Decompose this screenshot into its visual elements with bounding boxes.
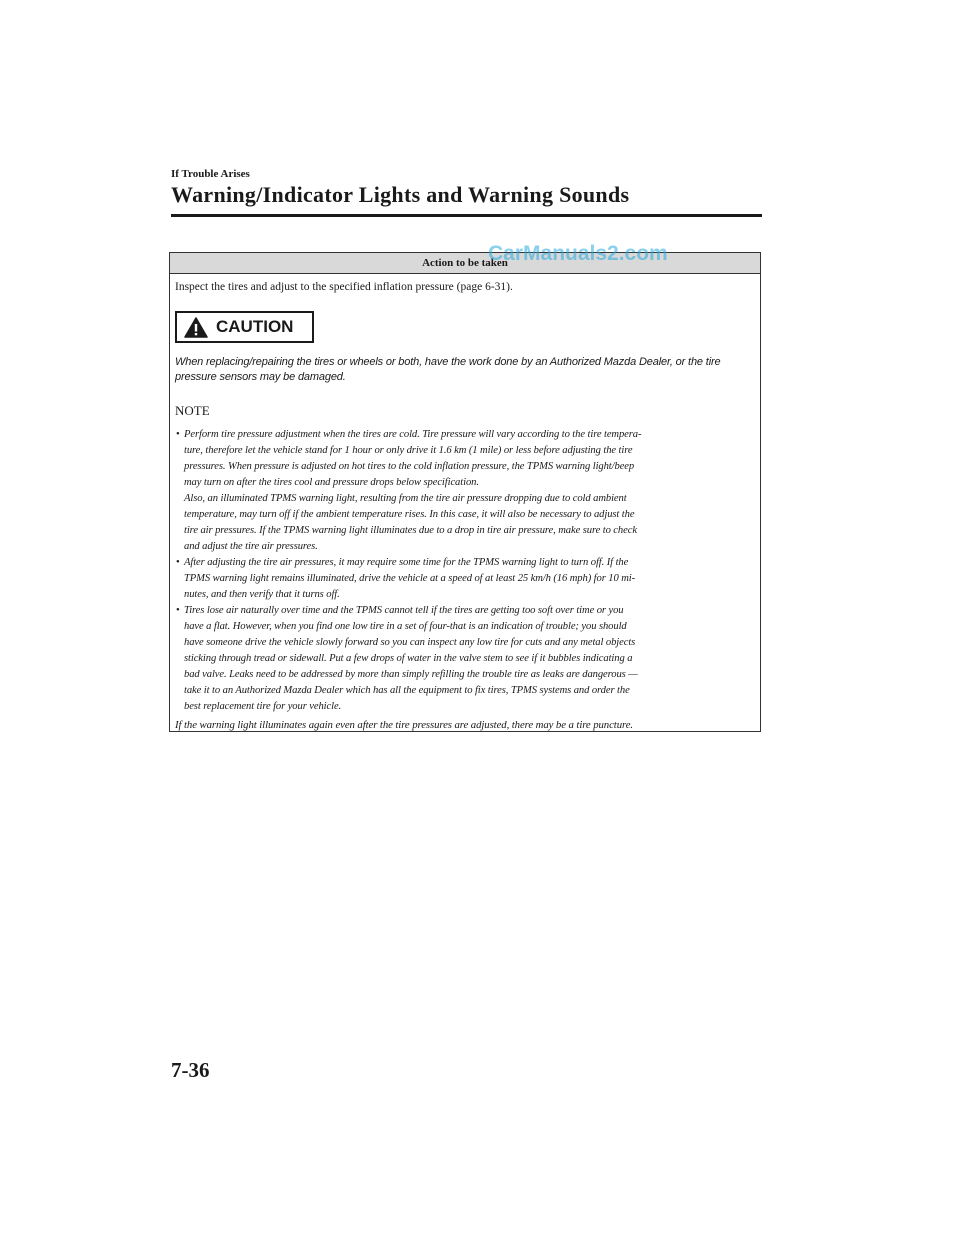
title-divider: [171, 214, 762, 217]
note-line: tire air pressures. If the TPMS warning light illuminates due to a drop in tire air pressure, make sure to check: [184, 525, 637, 536]
caution-label: CAUTION: [216, 317, 294, 336]
bullet-glyph: •: [176, 557, 180, 568]
table-header: [170, 242, 760, 274]
intro-text: Inspect the tires and adjust to the specified inflation pressure (page 6-31).: [175, 281, 513, 293]
note-line: and adjust the tire air pressures.: [184, 541, 318, 552]
watermark: CarManuals2.com: [488, 242, 668, 265]
page-title: Warning/Indicator Lights and Warning Sounds: [171, 182, 630, 207]
note-line: pressures. When pressure is adjusted on hot tires to the cold inflation pressure, the TPMS warning light/beep: [184, 461, 635, 472]
note-item: [175, 603, 756, 715]
note-line: sticking through tread or sidewall. Put a few drops of water in the valve stem to see if it bubbles indicating a: [184, 653, 633, 664]
action-table: [169, 242, 761, 732]
note-line: After adjusting the tire air pressures, it may require some time for the TPMS warning light to turn off. If the: [184, 557, 629, 568]
note-line: Perform tire pressure adjustment when the tires are cold. Tire pressure will vary according to the tire tempera-: [184, 429, 642, 440]
note-line: take it to an Authorized Mazda Dealer which has all the equipment to fix tires, TPMS systems and order the: [184, 685, 630, 696]
note-line: Also, an illuminated TPMS warning light, resulting from the tire air pressure dropping due to cold ambient: [184, 493, 627, 504]
warning-triangle-icon: [184, 317, 208, 338]
note-line: Tires lose air naturally over time and the TPMS cannot tell if the tires are getting too soft over time or you: [184, 605, 624, 616]
caution-text: When replacing/repairing the tires or wheels or both, have the work done by an Authorized Mazda Dealer, or the tire pressure sensors may be damaged.: [175, 356, 721, 383]
note-line: temperature, may turn off if the ambient temperature rises. In this case, it will also be necessary to adjust the: [184, 509, 635, 520]
page-number: 7-36: [171, 1058, 210, 1082]
bullet-glyph: •: [176, 429, 180, 440]
note-heading: NOTE: [175, 403, 210, 418]
notes-list: [175, 427, 756, 715]
note-item: [175, 555, 756, 603]
caution-badge: [175, 311, 314, 343]
table-header-label: Action to be taken: [422, 257, 508, 269]
table-body: [170, 274, 760, 731]
section-label: If Trouble Arises: [171, 168, 250, 180]
note-line: ture, therefore let the vehicle stand for 1 hour or only drive it 1.6 km (1 mile) or less before adjusting the tire: [184, 445, 633, 456]
note-line: may turn on after the tires cool and pressure drops below specification.: [184, 477, 479, 488]
note-line: TPMS warning light remains illuminated, drive the vehicle at a speed of at least 25 km/h (16 mph) for 10 mi-: [184, 573, 636, 584]
note-line: bad valve. Leaks need to be addressed by more than simply refilling the trouble tire as leaks are dangerous —: [184, 669, 638, 680]
note-item: [175, 427, 756, 555]
note-line: nutes, and then verify that it turns off.: [184, 589, 340, 600]
note-line: have a flat. However, when you find one low tire in a set of four-that is an indication of trouble; you should: [184, 621, 627, 632]
bullet-glyph: •: [176, 605, 180, 616]
note-line: have someone drive the vehicle slowly forward so you can inspect any low tire for cuts and any metal objects: [184, 637, 636, 648]
footer-note: If the warning light illuminates again even after the tire pressures are adjusted, there may be a tire puncture.: [175, 719, 633, 731]
note-line: best replacement tire for your vehicle.: [184, 701, 342, 712]
